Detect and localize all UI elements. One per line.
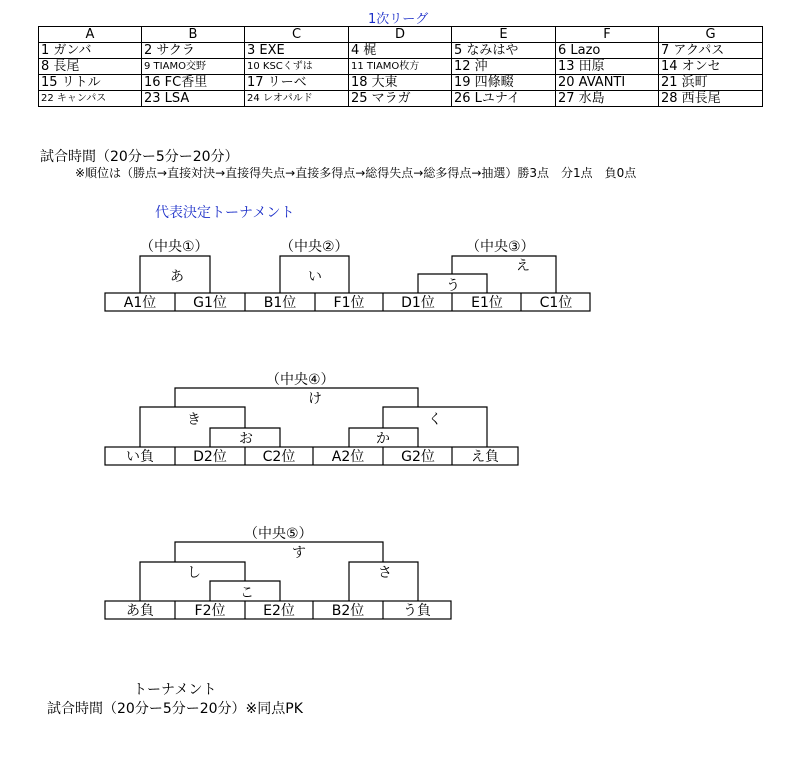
group-header: E bbox=[452, 27, 556, 43]
match-label: う bbox=[446, 278, 460, 294]
group-header: F bbox=[556, 27, 659, 43]
match-label: い bbox=[308, 269, 322, 285]
team-cell: 2 サクラ bbox=[142, 43, 245, 59]
match-label: す bbox=[292, 545, 306, 561]
slot-label: F2位 bbox=[194, 603, 226, 619]
match-label: さ bbox=[378, 565, 392, 581]
slot-label: B2位 bbox=[331, 603, 365, 619]
slot-label: C1位 bbox=[539, 295, 573, 311]
slot-label: A2位 bbox=[331, 449, 365, 465]
slot-label: G1位 bbox=[193, 295, 227, 311]
match-label: け bbox=[308, 391, 322, 407]
group-header: G bbox=[659, 27, 763, 43]
bracket-3-title: （中央③） bbox=[466, 239, 535, 255]
team-cell: 13 田原 bbox=[556, 59, 659, 75]
team-cell: 24 レオパルド bbox=[245, 91, 349, 107]
slot-label: あ負 bbox=[126, 603, 154, 619]
bracket-1-title: （中央①） bbox=[140, 239, 209, 255]
group-header: D bbox=[349, 27, 452, 43]
team-cell: 9 TIAMO交野 bbox=[142, 59, 245, 75]
team-cell: 3 EXE bbox=[245, 43, 349, 59]
team-cell: 27 水島 bbox=[556, 91, 659, 107]
group-header: B bbox=[142, 27, 245, 43]
slot-label: B1位 bbox=[263, 295, 297, 311]
group-header: C bbox=[245, 27, 349, 43]
match-label: お bbox=[239, 431, 253, 447]
bracket-2-title: （中央②） bbox=[280, 239, 349, 255]
team-cell: 23 LSA bbox=[142, 91, 245, 107]
team-cell: 15 リトル bbox=[39, 75, 142, 91]
footer-match-time: 試合時間（20分ー5分ー20分）※同点PK bbox=[47, 701, 303, 717]
match-label: き bbox=[187, 412, 201, 428]
team-cell: 14 オンセ bbox=[659, 59, 763, 75]
bracket-5-title: （中央⑤） bbox=[244, 526, 313, 542]
team-cell: 18 大東 bbox=[349, 75, 452, 91]
match-label: く bbox=[428, 412, 442, 428]
slot-label: D1位 bbox=[401, 295, 435, 311]
match-label: し bbox=[187, 565, 201, 581]
match-time: 試合時間（20分ー5分ー20分） bbox=[40, 149, 239, 165]
group-header: A bbox=[39, 27, 142, 43]
slot-label: D2位 bbox=[193, 449, 227, 465]
league-title: 1次リーグ bbox=[368, 12, 429, 27]
team-cell: 22 キャンパス bbox=[39, 91, 142, 107]
slot-label: う負 bbox=[403, 603, 431, 619]
rep-tournament-title: 代表決定トーナメント bbox=[155, 205, 295, 221]
bracket-4-title: （中央④） bbox=[266, 372, 335, 388]
team-cell: 5 なみはや bbox=[452, 43, 556, 59]
match-label: か bbox=[376, 431, 390, 447]
team-cell: 20 AVANTI bbox=[556, 75, 659, 91]
slot-label: E1位 bbox=[471, 295, 503, 311]
ranking-note: ※順位は（勝点→直接対決→直接得失点→直接多得点→総得失点→総多得点→抽選）勝3点 分1点 負0点 bbox=[75, 166, 637, 180]
team-cell: 25 マラガ bbox=[349, 91, 452, 107]
slot-label: F1位 bbox=[333, 295, 365, 311]
team-cell: 7 アクパス bbox=[659, 43, 763, 59]
team-cell: 28 西長尾 bbox=[659, 91, 763, 107]
team-cell: 17 リーベ bbox=[245, 75, 349, 91]
slot-label: い負 bbox=[126, 449, 154, 465]
team-cell: 16 FC香里 bbox=[142, 75, 245, 91]
team-cell: 8 長尾 bbox=[39, 59, 142, 75]
match-label: あ bbox=[170, 269, 184, 285]
slot-label: A1位 bbox=[123, 295, 157, 311]
team-cell: 12 沖 bbox=[452, 59, 556, 75]
team-cell: 19 四條畷 bbox=[452, 75, 556, 91]
team-cell: 26 Lユナイ bbox=[452, 91, 556, 107]
team-cell: 1 ガンバ bbox=[39, 43, 142, 59]
match-label: え bbox=[516, 258, 530, 274]
team-cell: 6 Lazo bbox=[556, 43, 659, 59]
slot-label: C2位 bbox=[262, 449, 296, 465]
team-cell: 4 梶 bbox=[349, 43, 452, 59]
slot-label: G2位 bbox=[401, 449, 435, 465]
team-cell: 11 TIAMO枚方 bbox=[349, 59, 452, 75]
match-label: こ bbox=[240, 585, 254, 601]
footer-title: トーナメント bbox=[133, 682, 217, 698]
slot-label: え負 bbox=[471, 449, 499, 465]
team-cell: 10 KSCくずは bbox=[245, 59, 349, 75]
slot-label: E2位 bbox=[263, 603, 295, 619]
team-cell: 21 浜町 bbox=[659, 75, 763, 91]
